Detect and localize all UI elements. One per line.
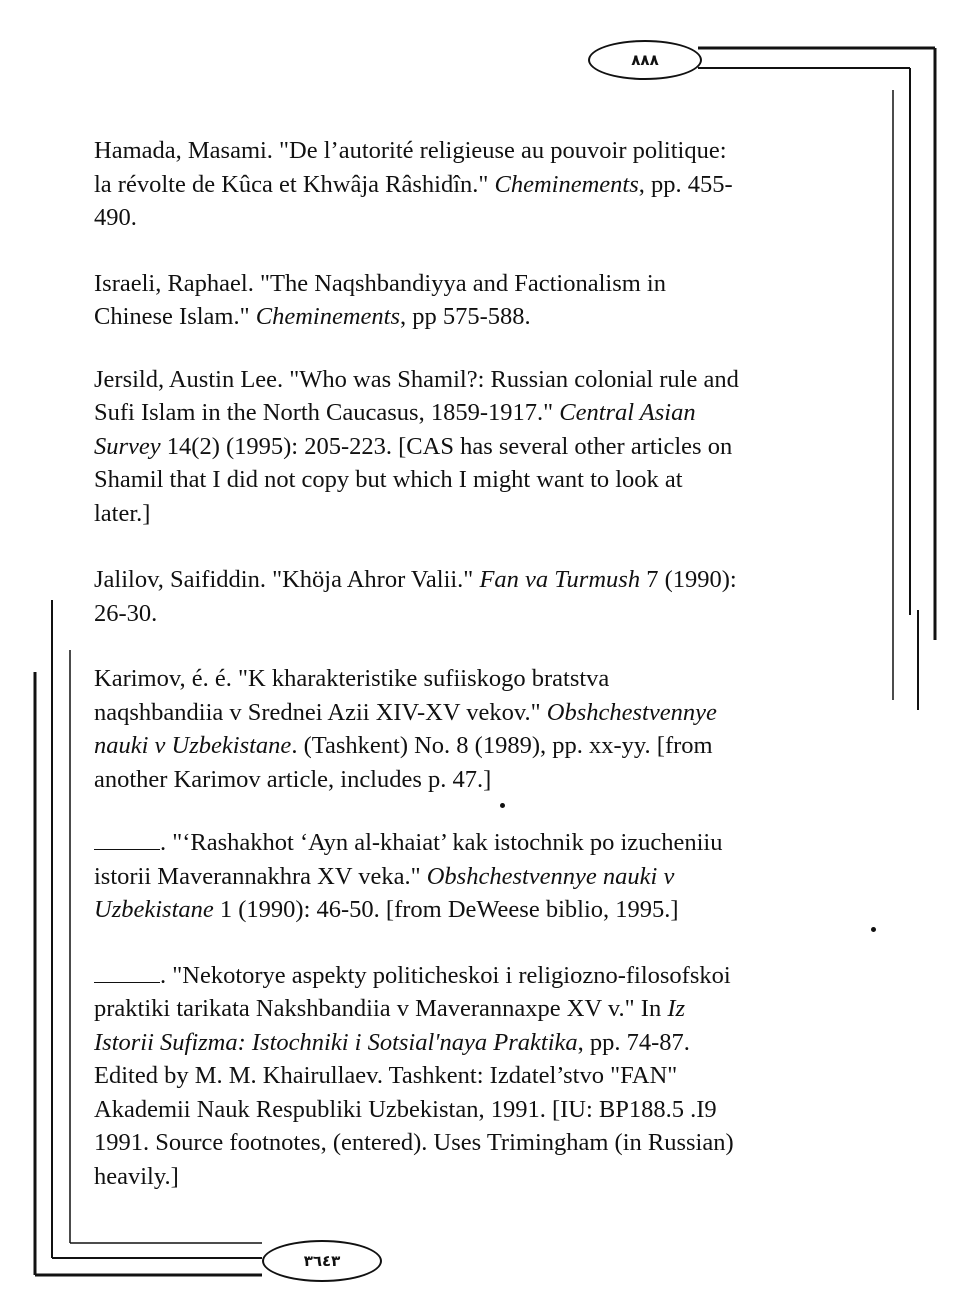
- entry-title-italic: Obshchestvennye nauki v: [426, 862, 675, 890]
- entry-text: naqshbandiia v Srednei Azii XIV-XV vekov.": [94, 698, 547, 726]
- entry-text: Edited by M. M. Khairullaev. Tashkent: Izdatel’stvo "FAN": [94, 1062, 678, 1089]
- entry-title-italic: Obshchestvennye: [546, 698, 717, 726]
- bibliography-entry: [94, 267, 894, 334]
- bibliography-entry: [94, 662, 894, 796]
- entry-title-italic: Central Asian: [559, 399, 696, 426]
- entry-text: 490.: [94, 204, 137, 231]
- bibliography-entry: [94, 826, 894, 927]
- entry-text: heavily.]: [94, 1162, 179, 1190]
- entry-text: Israeli, Raphael. "The Naqshbandiyya and Factionalism in: [94, 269, 666, 297]
- entry-text: Jersild, Austin Lee. "Who was Shamil?: Russian colonial rule and: [94, 365, 739, 393]
- entry-title-italic: Istorii Sufizma: Istochniki i Sotsial'naya Praktika: [94, 1028, 578, 1056]
- bibliography-entry: [94, 134, 894, 235]
- entry-text: la révolte de Kûca et Khwâja Râshidîn.": [94, 170, 495, 198]
- entry-title-italic: Cheminements: [255, 303, 400, 330]
- repeated-author-blank: [94, 829, 160, 850]
- entry-title-italic: Iz: [667, 995, 686, 1022]
- entry-text: , pp 575-588.: [400, 303, 531, 330]
- page-number-top: [588, 40, 702, 80]
- entry-text: 1991. Source footnotes, (entered). Uses Trimingham (in Russian): [94, 1129, 734, 1156]
- entry-text: , pp. 455-: [638, 170, 733, 198]
- entry-text: later.]: [94, 499, 151, 527]
- entry-text: 1 (1990): 46-50. [from DeWeese biblio, 1995.]: [213, 896, 679, 923]
- bibliography-entry: [94, 363, 894, 531]
- entry-text: Karimov, é. é. "K kharakteristike sufiiskogo bratstva: [94, 665, 610, 692]
- entry-text: 14(2) (1995): 205-223. [CAS has several other articles on: [160, 432, 733, 460]
- entry-text: 7 (1990):: [640, 566, 737, 593]
- entry-title-italic: Survey: [94, 432, 161, 460]
- entry-title-italic: nauki v Uzbekistane: [94, 732, 292, 759]
- bibliography-list: [94, 134, 894, 1193]
- entry-text: , pp. 74-87.: [577, 1028, 690, 1056]
- scan-speck: [871, 927, 876, 932]
- entry-text: . (Tashkent) No. 8 (1989), pp. xx-yy. [from: [291, 732, 713, 759]
- bibliography-entry: [94, 563, 894, 630]
- entry-text: . "‘Rashakhot ‘Ayn al-khaiat’ kak istochnik po izucheniiu: [160, 829, 723, 856]
- entry-title-italic: Fan va Turmush: [479, 566, 641, 593]
- entry-title-italic: Cheminements: [494, 170, 639, 198]
- entry-text: Sufi Islam in the North Caucasus, 1859-1917.": [94, 399, 560, 426]
- entry-text: 26-30.: [94, 599, 158, 627]
- entry-text: another Karimov article, includes p. 47.]: [94, 765, 492, 793]
- entry-text: praktiki tarikata Nakshbandiia v Maverannaxpe XV v." In: [94, 995, 668, 1022]
- bibliography-entry: [94, 959, 894, 1194]
- entry-text: Hamada, Masami. "De l’autorité religieuse au pouvoir politique:: [94, 137, 727, 164]
- entry-text: Akademii Nauk Respubliki Uzbekistan, 1991. [IU: BP188.5 .I9: [94, 1095, 717, 1123]
- repeated-author-blank: [94, 962, 160, 983]
- entry-text: . "Nekotorye aspekty politicheskoi i religiozno-filosofskoi: [160, 961, 731, 989]
- page-number-top-text: ٨٨٨: [631, 51, 659, 69]
- entry-text: istorii Maverannakhra XV veka.": [94, 862, 427, 890]
- page-number-bottom-text: ٣٦٤٣: [303, 1252, 341, 1270]
- entry-text: Shamil that I did not copy but which I might want to look at: [94, 466, 683, 493]
- page-number-bottom: [262, 1240, 382, 1282]
- scan-speck: [500, 803, 505, 808]
- entry-text: Chinese Islam.": [94, 303, 256, 330]
- entry-title-italic: Uzbekistane: [94, 896, 214, 923]
- entry-text: Jalilov, Saifiddin. "Khöja Ahror Valii.": [94, 566, 480, 593]
